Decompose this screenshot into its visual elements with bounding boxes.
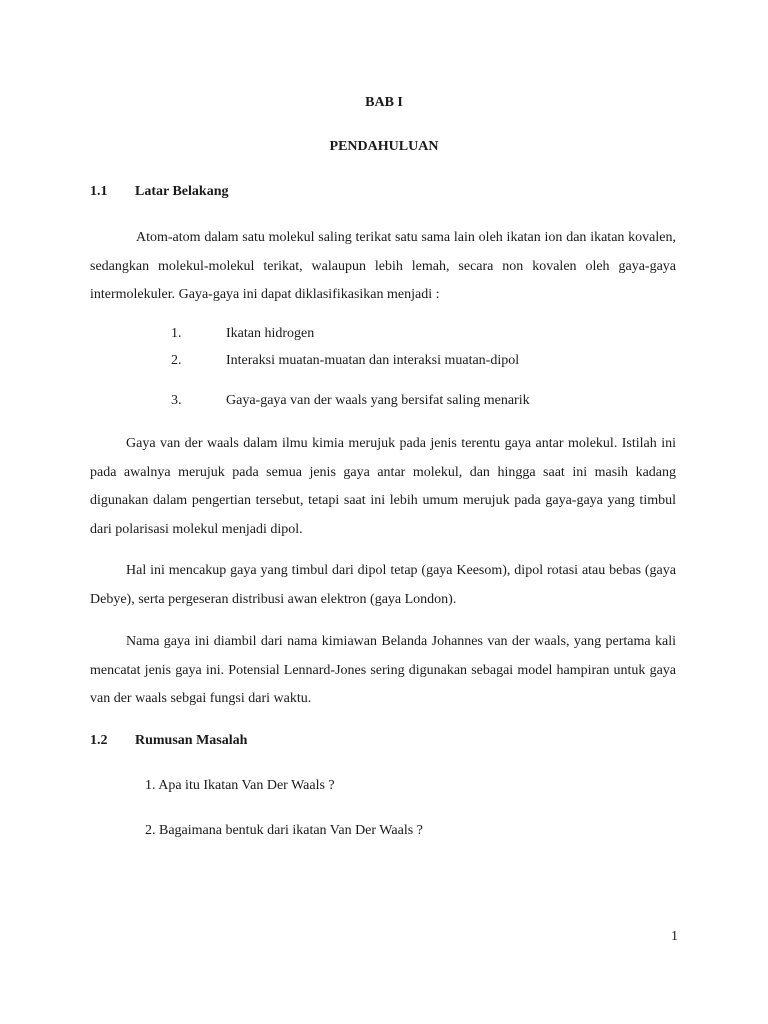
section-2-number: 1.2: [90, 733, 108, 748]
section-1-title: Latar Belakang: [135, 184, 229, 199]
section-1-number: 1.1: [90, 184, 108, 199]
list-2-item-2: 2. Bagaimana bentuk dari ikatan Van Der Waals ?: [145, 823, 423, 838]
page-number: 1: [671, 929, 678, 944]
paragraph-2: [90, 430, 676, 544]
paragraph-4-text: Nama gaya ini diambil dari nama kimiawan Belanda Johannes van der waals, yang pertama kali mencatat jenis gaya ini. Potensial Lennard-Jones sering digunakan sebagai model hampiran untuk gaya van der waals sebgai fungsi dari waktu.: [90, 634, 676, 706]
list-2-item-1: 1. Apa itu Ikatan Van Der Waals ?: [145, 778, 335, 793]
list-1-item-1-number: 1.: [171, 326, 182, 341]
chapter-title: PENDAHULUAN: [329, 139, 439, 154]
list-1-item-2-number: 2.: [171, 353, 182, 368]
list-1-item-3-number: 3.: [171, 393, 182, 408]
paragraph-2-text: Gaya van der waals dalam ilmu kimia merujuk pada jenis terentu gaya antar molekul. Istilah ini pada awalnya merujuk pada semua jenis gaya antar molekul, dan hingga saat ini masih kadang digunakan dalam pengertian tersebut, tetapi saat ini lebih umum merujuk pada gaya-gaya yang timbul dari polarisasi molekul menjadi dipol.: [90, 436, 676, 537]
paragraph-1-text: Atom-atom dalam satu molekul saling terikat satu sama lain oleh ikatan ion dan ikatan kovalen, sedangkan molekul-molekul terikat, walaupun lebih lemah, secara non kovalen oleh gaya-gaya intermolekuler. Gaya-gaya ini dapat diklasifikasikan menjadi :: [90, 230, 676, 302]
list-1-item-1-text: Ikatan hidrogen: [226, 326, 315, 341]
paragraph-4: [90, 628, 676, 714]
paragraph-1: [90, 224, 676, 310]
list-1-item-2-text: Interaksi muatan-muatan dan interaksi muatan-dipol: [226, 353, 520, 368]
list-1-item-3-text: Gaya-gaya van der waals yang bersifat saling menarik: [226, 393, 530, 408]
paragraph-3: [90, 557, 676, 614]
paragraph-3-text: Hal ini mencakup gaya yang timbul dari dipol tetap (gaya Keesom), dipol rotasi atau bebas (gaya Debye), serta pergeseran distribusi awan elektron (gaya London).: [90, 563, 676, 607]
section-2-title: Rumusan Masalah: [135, 733, 248, 748]
chapter-heading: BAB I: [365, 95, 403, 110]
